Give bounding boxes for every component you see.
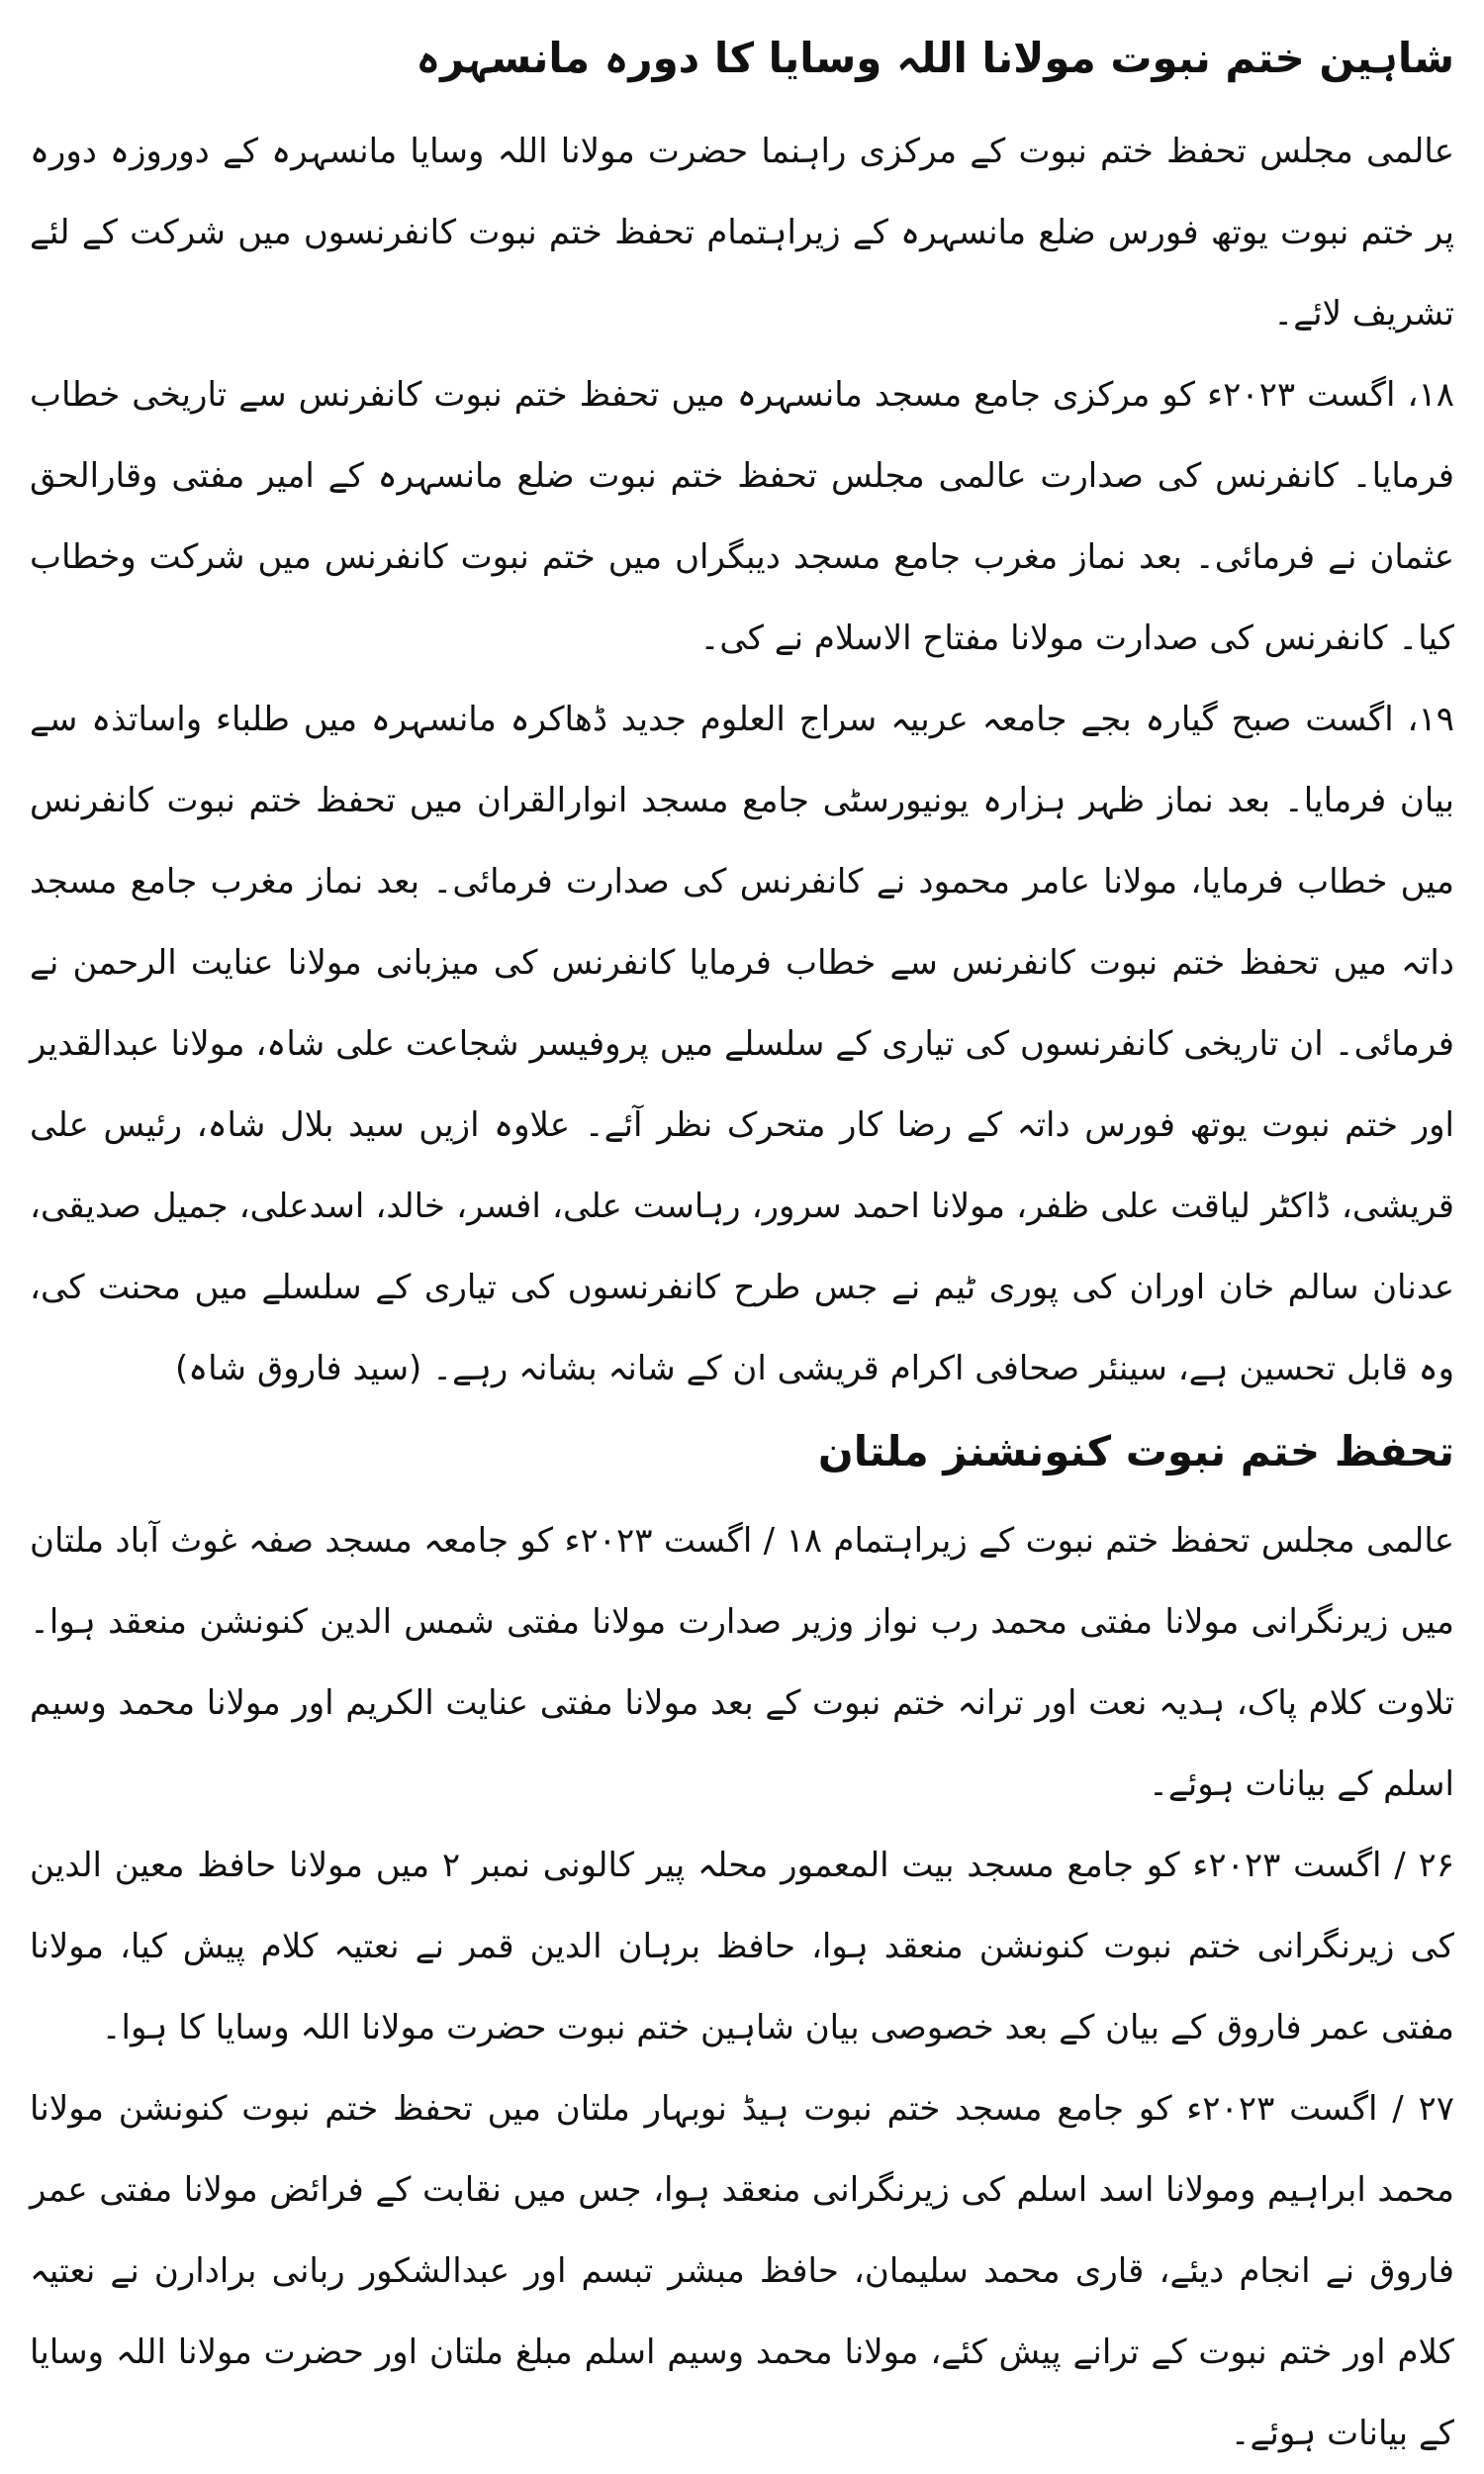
article-title: تحفظ ختم نبوت کنونشنز ملتان xyxy=(817,1427,1454,1475)
article-multan-conventions xyxy=(30,1421,1454,2474)
article-manshera-tour xyxy=(30,28,1454,1409)
article-title: شاہین ختم نبوت مولانا اللہ وسایا کا دورہ مانسہرہ xyxy=(416,34,1454,82)
article-paragraph: ۱۹، اگست صبح گیارہ بجے جامعہ عربیہ سراج العلوم جدید ڈھاکرہ مانسہرہ میں طلباء واساتذہ سے بیان فرمایا۔ بعد نماز ظہر ہزارہ یونیورسٹی جامع مسجد انوارالقران میں تحفظ ختم نبوت کانفرنس میں خطاب فرمایا، مولانا عامر محمود نے کانفرنس کی صدارت فرمائی۔ بعد نماز مغرب جامع مسجد داتہ میں تحفظ ختم نبوت کانفرنس سے خطاب فرمایا کانفرنس کی میزبانی مولانا عنایت الرحمن نے فرمائی۔ ان تاریخی کانفرنسوں کی تیاری کے سلسلے میں پروفیسر شجاعت علی شاہ، مولانا عبدالقدیر اور ختم نبوت یوتھ فورس داتہ کے رضا کار متحرک نظر آئے۔ علاوہ ازیں سید بلال شاہ، رئیس علی قریشی، ڈاکٹر لیاقت علی ظفر، مولانا احمد سرور، رہاست علی، افسر، خالد، اسدعلی، جمیل صدیقی، عدنان سالم خان اوران کی پوری ٹیم نے جس طرح کانفرنسوں کی تیاری کے سلسلے میں محنت کی، وہ قابل تحسین ہے، سینئر صحافی اکرام قریشی ان کے شانہ بشانہ رہے۔ (سید فاروق شاہ) xyxy=(30,700,1454,1388)
article-paragraph: عالمی مجلس تحفظ ختم نبوت کے زیراہتمام ۱۸ / اگست ۲۰۲۳ء کو جامعہ مسجد صفہ غوث آباد ملتان میں زیرنگرانی مولانا مفتی محمد رب نواز وزیر صدارت مولانا مفتی شمس الدین کنونشن منعقد ہوا۔ تلاوت کلام پاک، ہدیہ نعت اور ترانہ ختم نبوت کے بعد مولانا مفتی عنایت الکریم اور مولانا محمد وسیم اسلم کے بیانات ہوئے۔ xyxy=(30,1521,1455,1804)
article-paragraph: ۲۷ / اگست ۲۰۲۳ء کو جامع مسجد ختم نبوت ہیڈ نوبہار ملتان میں تحفظ ختم نبوت کنونشن مولانا محمد ابراہیم ومولانا اسد اسلم کی زیرنگرانی منعقد ہوا، جس میں نقابت کے فرائض مولانا مفتی عمر فاروق نے انجام دیئے، قاری محمد سلیمان، حافظ مبشر تبسم اور عبدالشکور ربانی برادارن نے نعتیہ کلام اور ختم نبوت کے ترانے پیش کئے، مولانا محمد وسیم اسلم مبلغ ملتان اور حضرت مولانا اللہ وسایا کے بیانات ہوئے۔ xyxy=(30,2089,1455,2453)
article-paragraph: عالمی مجلس تحفظ ختم نبوت کے مرکزی راہنما حضرت مولانا اللہ وسایا مانسہرہ کے دوروزہ دورہ پر ختم نبوت یوتھ فورس ضلع مانسہرہ کے زیراہتمام تحفظ ختم نبوت کانفرنسوں میں شرکت کے لئے تشریف لائے۔ xyxy=(30,132,1454,333)
article-paragraph: ۲۶ / اگست ۲۰۲۳ء کو جامع مسجد بیت المعمور محلہ پیر کالونی نمبر ۲ میں مولانا حافظ معین الدین کی زیرنگرانی ختم نبوت کنونشن منعقد ہوا، حافظ برہان الدین قمر نے نعتیہ کلام پیش کیا، مولانا مفتی عمر فاروق کے بیان کے بعد خصوصی بیان شاہین ختم نبوت حضرت مولانا اللہ وسایا کا ہوا۔ xyxy=(30,1846,1454,2047)
article-paragraph: ۱۸، اگست ۲۰۲۳ء کو مرکزی جامع مسجد مانسہرہ میں تحفظ ختم نبوت کانفرنس سے تاریخی خطاب فرمایا۔ کانفرنس کی صدارت عالمی مجلس تحفظ ختم نبوت ضلع مانسہرہ کے امیر مفتی وقارالحق عثمان نے فرمائی۔ بعد نماز مغرب جامع مسجد دیبگراں میں ختم نبوت کانفرنس میں شرکت وخطاب کیا۔ کانفرنس کی صدارت مولانا مفتاح الاسلام نے کی۔ xyxy=(30,375,1454,658)
